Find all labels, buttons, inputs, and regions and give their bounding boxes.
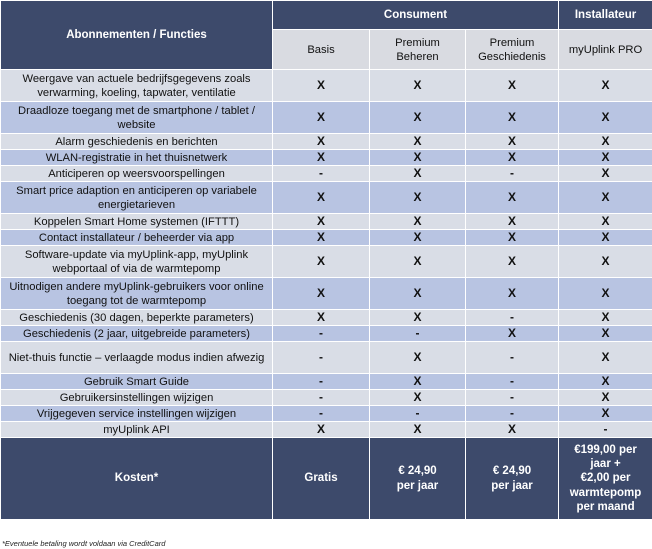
table-row [1,422,652,438]
availability-cell: X [370,102,466,134]
availability-cell: - [466,374,559,390]
availability-cell: X [559,102,652,134]
feature-label: Koppelen Smart Home systemen (IFTTT) [1,214,273,230]
availability-cell: X [559,406,652,422]
availability-cell: X [273,182,370,214]
availability-cell: - [370,326,466,342]
table-row [1,278,652,310]
table-row [1,70,652,102]
table-row [1,134,652,150]
feature-label: Geschiedenis (30 dagen, beperkte parameters) [1,310,273,326]
availability-cell: X [466,150,559,166]
table-row [1,150,652,166]
availability-cell: X [273,278,370,310]
table-row [1,326,652,342]
availability-cell: X [273,150,370,166]
feature-label: WLAN-registratie in het thuisnetwerk [1,150,273,166]
feature-label: Smart price adaption en anticiperen op variabele energietarieven [1,182,273,214]
availability-cell: X [370,422,466,438]
availability-cell: X [466,422,559,438]
availability-cell: - [559,422,652,438]
availability-cell: X [559,310,652,326]
feature-label: Geschiedenis (2 jaar, uitgebreide parameters) [1,326,273,342]
availability-cell: X [370,390,466,406]
functions-header: Abonnementen / Functies [1,1,273,70]
availability-cell: X [370,70,466,102]
column-header-myuplink-pro: myUplink PRO [559,30,652,70]
column-header-premium-beheren: Premium Beheren [370,30,466,70]
availability-cell: X [466,134,559,150]
availability-cell: X [370,342,466,374]
cost-myuplink-pro: €199,00 per jaar + €2,00 per warmtepomp per maand [559,438,652,520]
availability-cell: X [273,134,370,150]
availability-cell: - [273,390,370,406]
table-row [1,246,652,278]
feature-label: Software-update via myUplink-app, myUplink webportaal of via de warmtepomp [1,246,273,278]
availability-cell: X [559,374,652,390]
table-row [1,102,652,134]
feature-label: Gebruik Smart Guide [1,374,273,390]
availability-cell: X [559,278,652,310]
availability-cell: X [559,390,652,406]
availability-cell: X [370,214,466,230]
feature-label: Vrijgegeven service instellingen wijzigen [1,406,273,422]
availability-cell: X [370,134,466,150]
feature-label: Anticiperen op weersvoorspellingen [1,166,273,182]
table-row [1,310,652,326]
availability-cell: X [559,246,652,278]
availability-cell: - [273,342,370,374]
availability-cell: X [273,246,370,278]
availability-cell: X [370,278,466,310]
availability-cell: - [466,390,559,406]
feature-label: myUplink API [1,422,273,438]
feature-label: Weergave van actuele bedrijfsgegevens zoals verwarming, koeling, tapwater, ventilatie [1,70,273,102]
availability-cell: X [559,214,652,230]
column-header-basis: Basis [273,30,370,70]
availability-cell: - [466,406,559,422]
availability-cell: - [466,342,559,374]
availability-cell: X [559,166,652,182]
table-row [1,342,652,374]
consumer-group-header: Consument [273,1,559,30]
feature-label: Uitnodigen andere myUplink-gebruikers voor online toegang tot de warmtepomp [1,278,273,310]
table-row [1,230,652,246]
footnote: *Eventuele betaling wordt voldaan via CreditCard [2,539,166,548]
availability-cell: - [466,166,559,182]
availability-cell: X [370,150,466,166]
availability-cell: X [466,102,559,134]
feature-label: Alarm geschiedenis en berichten [1,134,273,150]
availability-cell: X [466,230,559,246]
availability-cell: - [466,310,559,326]
cost-premium-beheren: € 24,90 per jaar [370,438,466,520]
availability-cell: X [466,70,559,102]
availability-cell: - [370,406,466,422]
availability-cell: X [559,230,652,246]
availability-cell: X [370,230,466,246]
column-header-premium-geschiedenis: Premium Geschiedenis [466,30,559,70]
availability-cell: X [273,230,370,246]
availability-cell: X [559,70,652,102]
availability-cell: - [273,326,370,342]
table-row [1,182,652,214]
availability-cell: X [273,102,370,134]
cost-premium-geschiedenis: € 24,90 per jaar [466,438,559,520]
availability-cell: X [466,182,559,214]
feature-rows [1,70,652,438]
feature-label: Gebruikersinstellingen wijzigen [1,390,273,406]
availability-cell: X [273,422,370,438]
table-row [1,166,652,182]
table-row [1,390,652,406]
availability-cell: X [273,214,370,230]
table-row [1,214,652,230]
availability-cell: - [273,374,370,390]
availability-cell: X [370,166,466,182]
availability-cell: X [466,214,559,230]
availability-cell: - [273,166,370,182]
availability-cell: - [273,406,370,422]
installer-group-header: Installateur [559,1,652,30]
feature-label: Niet-thuis functie – verlaagde modus indien afwezig [1,342,273,374]
availability-cell: X [559,342,652,374]
availability-cell: X [559,326,652,342]
costs-label: Kosten* [1,438,273,520]
table-row [1,406,652,422]
availability-cell: X [559,150,652,166]
availability-cell: X [466,326,559,342]
availability-cell: X [370,182,466,214]
availability-cell: X [273,70,370,102]
cost-basis: Gratis [273,438,370,520]
availability-cell: X [370,374,466,390]
availability-cell: X [559,182,652,214]
feature-label: Contact installateur / beheerder via app [1,230,273,246]
availability-cell: X [466,246,559,278]
feature-label: Draadloze toegang met de smartphone / tablet / website [1,102,273,134]
availability-cell: X [273,310,370,326]
availability-cell: X [559,134,652,150]
table-row [1,374,652,390]
availability-cell: X [370,246,466,278]
availability-cell: X [466,278,559,310]
availability-cell: X [370,310,466,326]
